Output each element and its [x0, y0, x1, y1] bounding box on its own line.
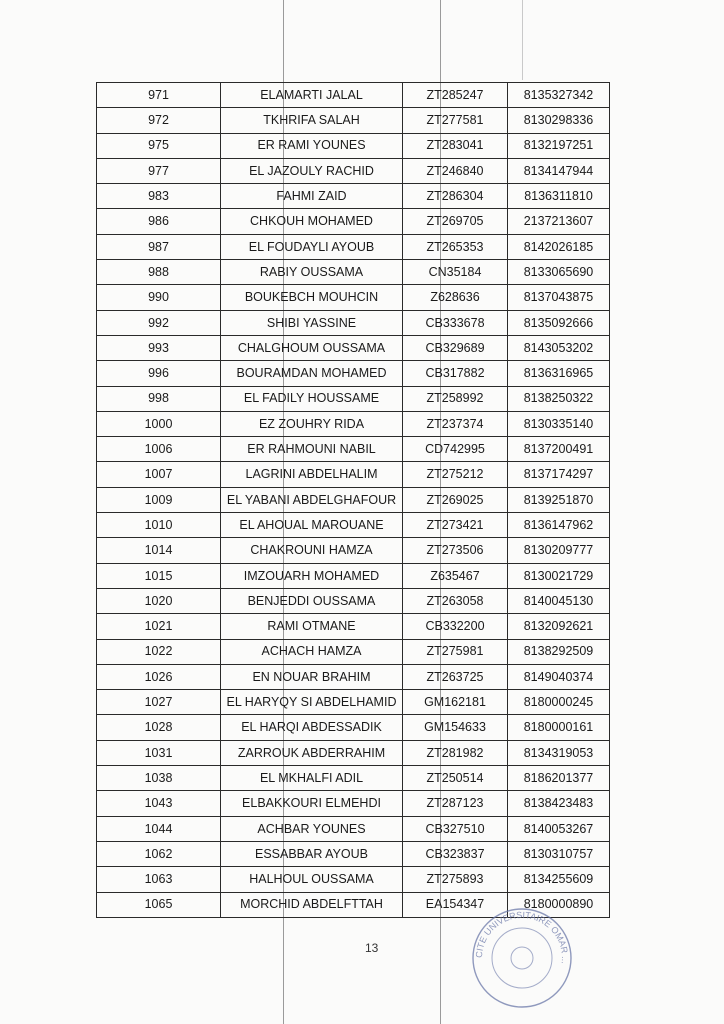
student-name: ZARROUK ABDERRAHIM: [221, 740, 403, 765]
table-row: [97, 487, 610, 512]
table-row: [97, 285, 610, 310]
table-row: [97, 335, 610, 360]
student-code: 8130021729: [508, 563, 610, 588]
student-name: ER RAHMOUNI NABIL: [221, 437, 403, 462]
scan-fold-line-far-right: [522, 0, 523, 80]
id-card-number: CB317882: [403, 361, 508, 386]
table-row: [97, 588, 610, 613]
id-card-number: ZT275981: [403, 639, 508, 664]
student-code: 8137200491: [508, 437, 610, 462]
student-name: ELBAKKOURI ELMEHDI: [221, 791, 403, 816]
id-card-number: CD742995: [403, 437, 508, 462]
table-row: [97, 791, 610, 816]
table-row: [97, 841, 610, 866]
row-number: 1009: [97, 487, 221, 512]
student-code: 8135092666: [508, 310, 610, 335]
row-number: 971: [97, 83, 221, 108]
row-number: 1065: [97, 892, 221, 917]
id-card-number: ZT265353: [403, 234, 508, 259]
row-number: 975: [97, 133, 221, 158]
table-row: [97, 766, 610, 791]
row-number: 1028: [97, 715, 221, 740]
row-number: 1022: [97, 639, 221, 664]
student-code: 8134319053: [508, 740, 610, 765]
student-name: ER RAMI YOUNES: [221, 133, 403, 158]
table-row: [97, 437, 610, 462]
row-number: 987: [97, 234, 221, 259]
table-row: [97, 234, 610, 259]
student-code: 8130310757: [508, 841, 610, 866]
id-card-number: Z635467: [403, 563, 508, 588]
id-card-number: ZT275212: [403, 462, 508, 487]
id-card-number: ZT286304: [403, 184, 508, 209]
student-code: 8130298336: [508, 108, 610, 133]
student-name: CHALGHOUM OUSSAMA: [221, 335, 403, 360]
id-card-number: CB333678: [403, 310, 508, 335]
table-row: [97, 209, 610, 234]
id-card-number: ZT285247: [403, 83, 508, 108]
row-number: 1031: [97, 740, 221, 765]
student-name: CHKOUH MOHAMED: [221, 209, 403, 234]
id-card-number: ZT273506: [403, 538, 508, 563]
student-name: EN NOUAR BRAHIM: [221, 664, 403, 689]
row-number: 990: [97, 285, 221, 310]
id-card-number: ZT273421: [403, 513, 508, 538]
row-number: 993: [97, 335, 221, 360]
student-code: 8130209777: [508, 538, 610, 563]
student-code: 8138292509: [508, 639, 610, 664]
row-number: 1020: [97, 588, 221, 613]
student-code: 8186201377: [508, 766, 610, 791]
table-row: [97, 614, 610, 639]
page-number: 13: [365, 941, 379, 955]
student-code: 8136311810: [508, 184, 610, 209]
student-name: BENJEDDI OUSSAMA: [221, 588, 403, 613]
row-number: 1010: [97, 513, 221, 538]
student-name: CHAKROUNI HAMZA: [221, 538, 403, 563]
table-row: [97, 690, 610, 715]
row-number: 1027: [97, 690, 221, 715]
student-name: IMZOUARH MOHAMED: [221, 563, 403, 588]
student-name: EL JAZOULY RACHID: [221, 158, 403, 183]
table-row: [97, 715, 610, 740]
stamp-center-mark: [511, 947, 533, 969]
id-card-number: ZT269705: [403, 209, 508, 234]
row-number: 1062: [97, 841, 221, 866]
table-row: [97, 538, 610, 563]
table-row: [97, 664, 610, 689]
stamp-inner-ring: [492, 928, 552, 988]
row-number: 1026: [97, 664, 221, 689]
table-row: [97, 184, 610, 209]
student-code: 8138423483: [508, 791, 610, 816]
table-row: [97, 513, 610, 538]
student-name: FAHMI ZAID: [221, 184, 403, 209]
id-card-number: ZT250514: [403, 766, 508, 791]
student-name: SHIBI YASSINE: [221, 310, 403, 335]
student-name: ACHACH HAMZA: [221, 639, 403, 664]
student-code: 8134255609: [508, 867, 610, 892]
student-code: 8132197251: [508, 133, 610, 158]
row-number: 1063: [97, 867, 221, 892]
table-row: [97, 867, 610, 892]
student-name: BOURAMDAN MOHAMED: [221, 361, 403, 386]
student-name: HALHOUL OUSSAMA: [221, 867, 403, 892]
id-card-number: Z628636: [403, 285, 508, 310]
student-name: ESSABBAR AYOUB: [221, 841, 403, 866]
student-code: 8133065690: [508, 260, 610, 285]
student-name: EL FOUDAYLI AYOUB: [221, 234, 403, 259]
student-code: 8138250322: [508, 386, 610, 411]
id-card-number: CB332200: [403, 614, 508, 639]
id-card-number: ZT283041: [403, 133, 508, 158]
row-number: 983: [97, 184, 221, 209]
id-card-number: ZT277581: [403, 108, 508, 133]
student-name: EL HARYQY SI ABDELHAMID: [221, 690, 403, 715]
row-number: 1006: [97, 437, 221, 462]
student-code: 8136147962: [508, 513, 610, 538]
row-number: 1015: [97, 563, 221, 588]
table-row: [97, 361, 610, 386]
student-code: 8140053267: [508, 816, 610, 841]
student-code: 8143053202: [508, 335, 610, 360]
student-code: 8180000161: [508, 715, 610, 740]
student-name: RAMI OTMANE: [221, 614, 403, 639]
id-card-number: GM154633: [403, 715, 508, 740]
row-number: 1014: [97, 538, 221, 563]
table-row: [97, 108, 610, 133]
student-code: 8136316965: [508, 361, 610, 386]
student-code: 8180000245: [508, 690, 610, 715]
row-number: 1038: [97, 766, 221, 791]
row-number: 1044: [97, 816, 221, 841]
student-name: EL MKHALFI ADIL: [221, 766, 403, 791]
id-card-number: CB329689: [403, 335, 508, 360]
student-code: 8180000890: [508, 892, 610, 917]
student-name: EL HARQI ABDESSADIK: [221, 715, 403, 740]
student-name: EZ ZOUHRY RIDA: [221, 411, 403, 436]
student-code: 8140045130: [508, 588, 610, 613]
id-card-number: ZT258992: [403, 386, 508, 411]
table-row: [97, 260, 610, 285]
id-card-number: ZT263058: [403, 588, 508, 613]
id-card-number: ZT263725: [403, 664, 508, 689]
table-row: [97, 639, 610, 664]
table-row: [97, 411, 610, 436]
table-row: [97, 462, 610, 487]
id-card-number: CB327510: [403, 816, 508, 841]
table-row: [97, 816, 610, 841]
student-roster-table: [96, 82, 610, 918]
row-number: 1021: [97, 614, 221, 639]
student-code: 2137213607: [508, 209, 610, 234]
row-number: 998: [97, 386, 221, 411]
table-row: [97, 158, 610, 183]
row-number: 1043: [97, 791, 221, 816]
student-code: 8149040374: [508, 664, 610, 689]
row-number: 996: [97, 361, 221, 386]
student-code: 8137174297: [508, 462, 610, 487]
row-number: 977: [97, 158, 221, 183]
table-row: [97, 133, 610, 158]
student-code: 8137043875: [508, 285, 610, 310]
id-card-number: ZT275893: [403, 867, 508, 892]
id-card-number: CB323837: [403, 841, 508, 866]
student-name: ACHBAR YOUNES: [221, 816, 403, 841]
student-name: BOUKEBCH MOUHCIN: [221, 285, 403, 310]
student-name: RABIY OUSSAMA: [221, 260, 403, 285]
student-code: 8132092621: [508, 614, 610, 639]
table-row: [97, 83, 610, 108]
row-number: 992: [97, 310, 221, 335]
student-code: 8142026185: [508, 234, 610, 259]
university-stamp: [470, 906, 574, 1010]
id-card-number: ZT281982: [403, 740, 508, 765]
stamp-outer-ring: [473, 909, 571, 1007]
student-code: 8139251870: [508, 487, 610, 512]
id-card-number: CN35184: [403, 260, 508, 285]
row-number: 1007: [97, 462, 221, 487]
row-number: 972: [97, 108, 221, 133]
id-card-number: ZT287123: [403, 791, 508, 816]
student-code: 8130335140: [508, 411, 610, 436]
student-name: TKHRIFA SALAH: [221, 108, 403, 133]
row-number: 988: [97, 260, 221, 285]
table-row: [97, 563, 610, 588]
student-name: EL YABANI ABDELGHAFOUR: [221, 487, 403, 512]
row-number: 986: [97, 209, 221, 234]
table-row: [97, 740, 610, 765]
student-code: 8135327342: [508, 83, 610, 108]
id-card-number: EA154347: [403, 892, 508, 917]
table-row: [97, 310, 610, 335]
table-row: [97, 386, 610, 411]
student-name: EL FADILY HOUSSAME: [221, 386, 403, 411]
id-card-number: ZT246840: [403, 158, 508, 183]
stamp-ring-text: CITE UNIVERSITAIRE OMAR ...: [473, 909, 571, 965]
student-name: ELAMARTI JALAL: [221, 83, 403, 108]
student-code: 8134147944: [508, 158, 610, 183]
id-card-number: GM162181: [403, 690, 508, 715]
student-name: EL AHOUAL MAROUANE: [221, 513, 403, 538]
student-name: LAGRINI ABDELHALIM: [221, 462, 403, 487]
row-number: 1000: [97, 411, 221, 436]
roster-body: [97, 83, 610, 918]
id-card-number: ZT237374: [403, 411, 508, 436]
id-card-number: ZT269025: [403, 487, 508, 512]
student-name: MORCHID ABDELFTTAH: [221, 892, 403, 917]
